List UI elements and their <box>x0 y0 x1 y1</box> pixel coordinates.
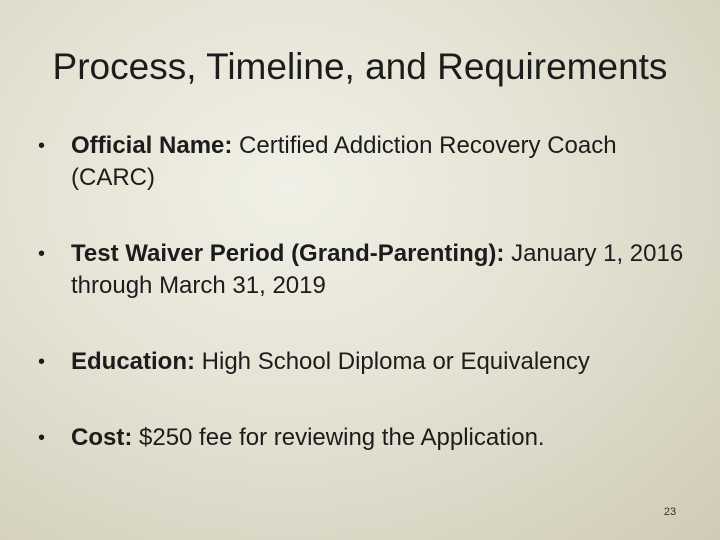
bullet-official-name <box>38 130 688 194</box>
bullet-text: $250 fee for reviewing the Application. <box>132 424 545 451</box>
bullet-dot-icon: • <box>38 351 46 373</box>
bullet-label: Cost: <box>71 424 133 451</box>
bullet-text: Certified Addiction Recovery Coach (CARC) <box>71 132 617 191</box>
bullet-dot-icon: • <box>38 135 46 157</box>
bullet-cost <box>38 422 688 454</box>
slide-title: Process, Timeline, and Requirements <box>52 46 668 87</box>
bullet-dot-icon: • <box>38 243 46 265</box>
page-number: 23 <box>663 506 677 518</box>
bullet-label: Official Name: <box>71 132 233 159</box>
bullet-text: High School Diploma or Equivalency <box>195 348 590 375</box>
bullet-dot-icon: • <box>38 427 46 449</box>
bullet-label: Test Waiver Period (Grand-Parenting): <box>71 240 505 267</box>
bullet-test-waiver-period <box>38 238 688 302</box>
bullet-text: January 1, 2016 through March 31, 2019 <box>71 240 684 299</box>
bullet-education <box>38 346 688 378</box>
bullet-label: Education: <box>71 348 195 375</box>
bullet-list <box>38 130 688 454</box>
